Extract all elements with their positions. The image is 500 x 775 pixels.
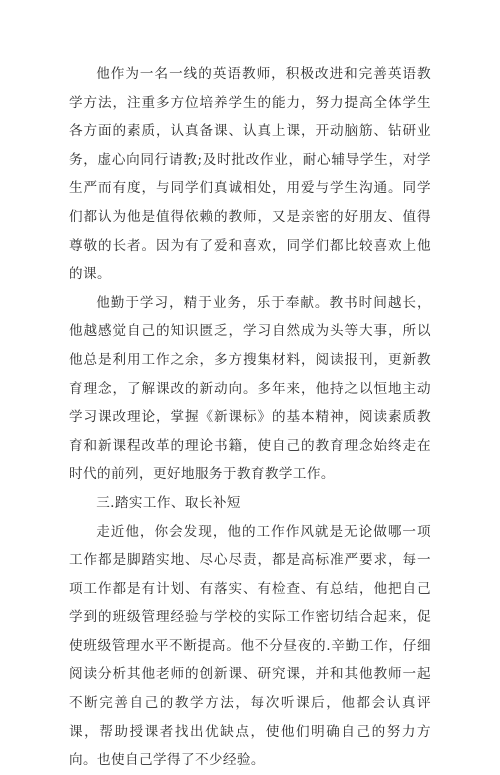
- section-heading: 三.踏实工作、取长补短: [96, 494, 241, 511]
- document-body: [69, 60, 431, 775]
- paragraph-diligent-study: 他勤于学习，精于业务，乐于奉献。教书时间越长，他越感觉自己的知识匮乏，学习自然成为头等大事，所以他总是利用工作之余，多方搜集材料，阅读报刊，更新教育理念，了解课改的新动向。多年来，他持之以恒地主动学习课改理论，掌握《新课标》的基本精神，阅读素质教育和新课程改革的理论书籍，使自己的教育理念始终走在时代的前列，更好地服务于教育教学工作。: [69, 294, 431, 483]
- paragraph-practical-work: 走近他，你会发现，他的工作作风就是无论做哪一项工作都是脚踏实地、尽心尽责，都是高标准严要求，每一项工作都是有计划、有落实、有检查、有总结，他把自己学到的班级管理经验与学校的实际工作密切结合起来，促使班级管理水平不断提高。他不分昼夜的.辛勤工作，仔细阅读分析其他老师的创新课、研究课，并和其他教师一起不断完善自己的教学方法，每次听课后，他都会认真评课，帮助授课者找出优缺点，使他们明确自己的努力方向。也使自己学得了不少经验。: [69, 523, 431, 769]
- paragraph-english-teacher: 他作为一名一线的英语教师，积极改进和完善英语教学方法，注重多方位培养学生的能力，努力提高全体学生各方面的素质，认真备课、认真上课，开动脑筋、钻研业务，虚心向同行请教;及时批改作业，耐心辅导学生，对学生严而有度，与同学们真诚相处，用爱与学生沟通。同学们都认为他是值得依赖的教师，又是亲密的好朋友、值得尊敬的长者。因为有了爱和喜欢，同学们都比较喜欢上他的课。: [69, 66, 431, 283]
